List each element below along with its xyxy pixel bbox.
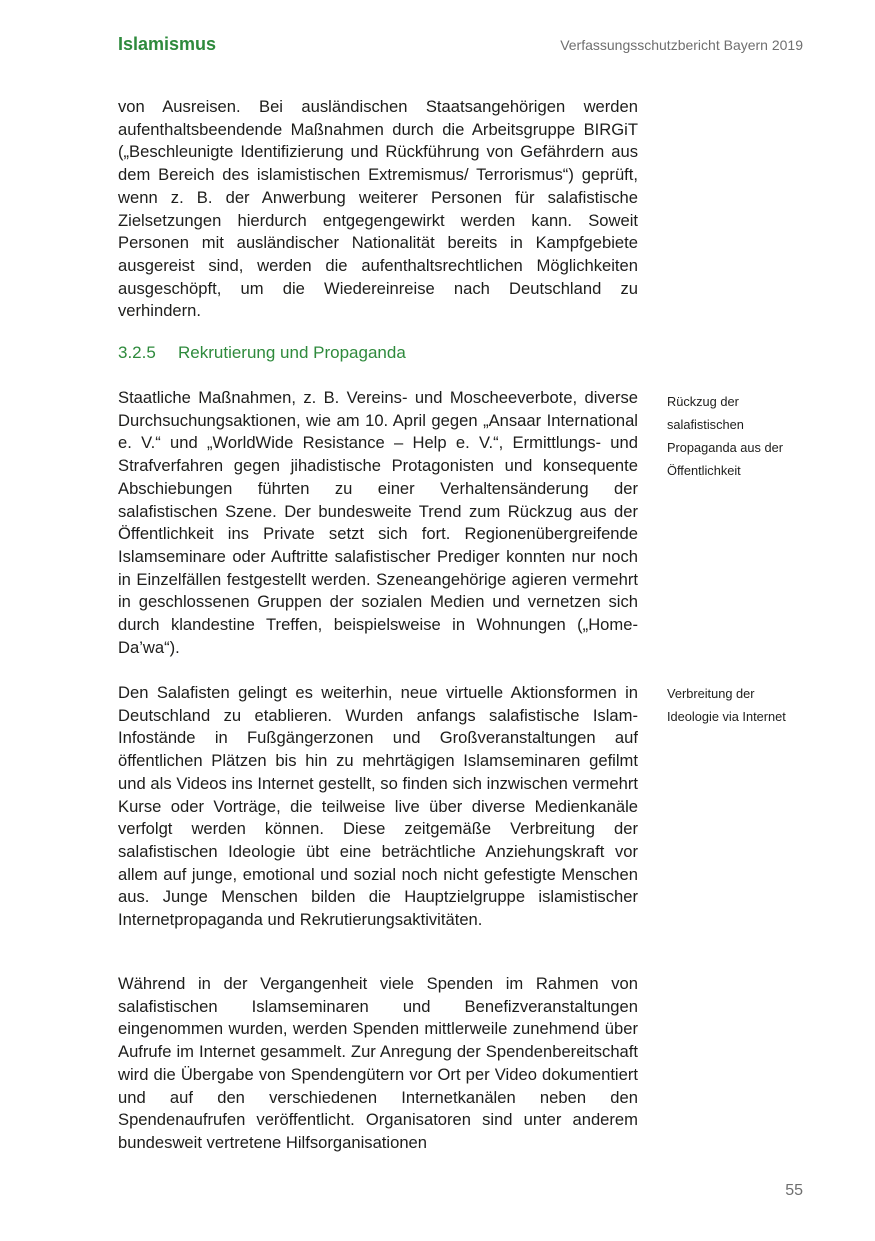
running-header-report-title: Verfassungsschutzbericht Bayern 2019	[560, 37, 803, 53]
paragraph-text: Während in der Vergangenheit viele Spenden im Rahmen von salafistischen Islamseminaren und Benefizveranstaltungen eingenommen wurden, werden Spenden mittlerweile zunehmend über Aufrufe im Internet gesammelt. Zur Anregung der Spendenbereitschaft wird die Übergabe von Spendengütern vor Ort per Video dokumentiert und auf den verschiedenen Internetkanälen neben den Spendenaufrufen veröffentlicht. Organisatoren sind unter anderem bundesweit vertretene Hilfsorganisationen	[118, 974, 638, 1152]
section-heading-number: 3.2.5	[118, 343, 156, 362]
margin-note-2: Verbreitung der Ideologie via Internet	[667, 686, 786, 724]
section-heading	[118, 343, 406, 363]
body-paragraph-1	[118, 96, 638, 323]
margin-note-1: Rückzug der salafistischen Propaganda aus der Öffentlichkeit	[667, 394, 783, 478]
body-paragraph-3	[118, 682, 638, 932]
section-heading-title: Rekrutierung und Propaganda	[178, 343, 406, 362]
running-header-section: Islamismus	[118, 34, 217, 54]
paragraph-text: Staatliche Maßnahmen, z. B. Vereins- und Moscheeverbote, diverse Durchsuchungsaktionen, wie am 10. April gegen „Ansaar International e. V.“ und „WorldWide Resistance – Help e. V.“, Ermittlungs- und Strafverfahren gegen jihadistische Protagonisten und konsequente Abschiebungen führten zu einer Verhaltensänderung der salafistischen Szene. Der bundesweite Trend zum Rückzug aus der Öffentlichkeit ins Private setzt sich fort. Regionenübergreifende Islamseminare oder Auftritte salafistischer Prediger konnten nur noch in Einzelfällen festgestellt werden. Szeneangehörige agieren vermehrt in geschlossenen Gruppen der sozialen Medien und vernetzen sich durch klandestine Treffen, beispielsweise in Wohnungen („Home-Da’wa“).	[118, 388, 638, 657]
paragraph-text: Den Salafisten gelingt es weiterhin, neue virtuelle Aktionsformen in Deutschland zu etablieren. Wurden anfangs salafistische Islam-Infostände in Fußgängerzonen und Großveranstaltungen auf öffentlichen Plätzen bis hin zu mehrtägigen Islamseminaren gefilmt und als Videos ins Internet gestellt, so finden sich inzwischen vermehrt Kurse oder Vorträge, die teilweise live über diverse Medienkanäle verfolgt werden können. Diese zeitgemäße Verbreitung der salafistischen Ideologie übt eine beträchtliche Anziehungskraft vor allem auf junge, emotional und sozial noch nicht gefestigte Menschen aus. Junge Menschen bilden die Hauptzielgruppe islamistischer Internetpropaganda und Rekrutierungsaktivitäten.	[118, 683, 638, 930]
page-number: 55	[785, 1182, 803, 1199]
body-paragraph-2	[118, 387, 638, 659]
paragraph-text: von Ausreisen. Bei ausländischen Staatsangehörigen werden aufenthaltsbeendende Maßnahmen durch die Arbeitsgruppe BIRGiT („Beschleunigte Identifizierung und Rückführung von Gefährdern aus dem Bereich des islamistischen Extremismus/ Terrorismus“) geprüft, wenn z. B. der Anwerbung weiterer Personen für salafistische Zielsetzungen hierdurch entgegengewirkt werden kann. Soweit Personen mit ausländischer Nationalität bereits in Kampfgebiete ausgereist sind, werden die aufenthaltsrechtlichen Möglichkeiten ausgeschöpft, um die Wiedereinreise nach Deutschland zu verhindern.	[118, 97, 638, 321]
body-paragraph-4	[118, 973, 638, 1155]
